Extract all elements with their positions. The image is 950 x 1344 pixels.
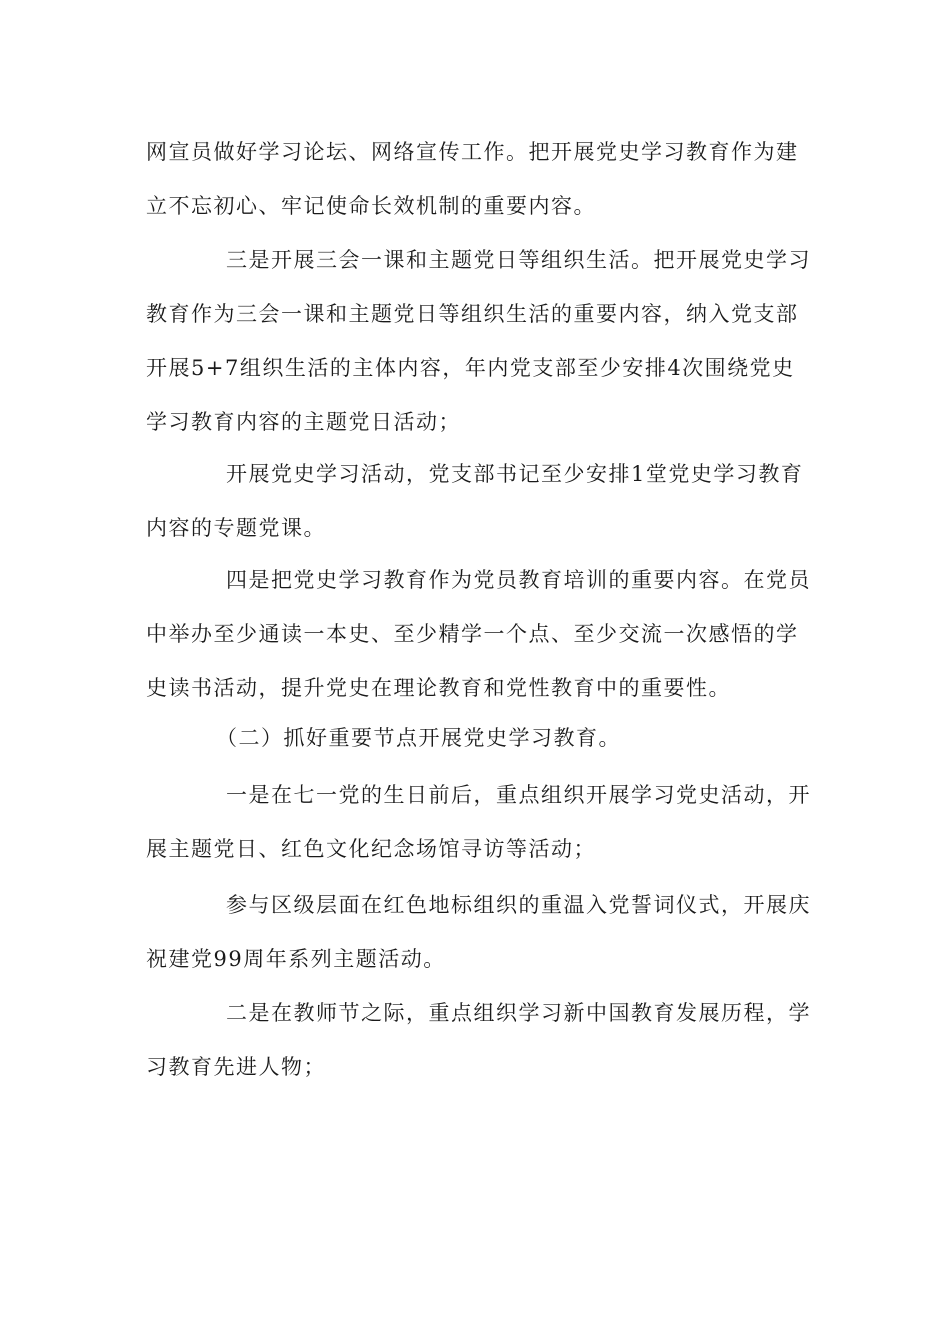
- paragraph-line: 开展5+7组织生活的主体内容，年内党支部至少安排4次围绕党史: [146, 356, 795, 380]
- paragraph-7: [146, 878, 811, 986]
- paragraph-line: 学习教育内容的主题党日活动；: [146, 410, 461, 434]
- paragraph-line: 立不忘初心、牢记使命长效机制的重要内容。: [146, 194, 596, 218]
- paragraph-line: 参与区级层面在红色地标组织的重温入党誓词仪式，开展庆: [226, 893, 811, 917]
- paragraph-6: [146, 768, 811, 876]
- paragraph-4: [146, 553, 811, 715]
- paragraph-line: 三是开展三会一课和主题党日等组织生活。把开展党史学习: [226, 248, 811, 272]
- paragraph-line: 内容的专题党课。: [146, 516, 326, 540]
- paragraph-1: [146, 125, 806, 233]
- section-heading: [146, 711, 806, 765]
- paragraph-line: 二是在教师节之际，重点组织学习新中国教育发展历程，学: [226, 1001, 811, 1025]
- paragraph-line: 中举办至少通读一本史、至少精学一个点、至少交流一次感悟的学: [146, 622, 799, 646]
- paragraph-line: 教育作为三会一课和主题党日等组织生活的重要内容，纳入党支部: [146, 302, 799, 326]
- paragraph-line: 史读书活动，提升党史在理论教育和党性教育中的重要性。: [146, 676, 731, 700]
- paragraph-line: 开展党史学习活动，党支部书记至少安排1堂党史学习教育: [226, 462, 804, 486]
- paragraph-line: 祝建党99周年系列主题活动。: [146, 947, 446, 971]
- paragraph-line: 展主题党日、红色文化纪念场馆寻访等活动；: [146, 837, 596, 861]
- paragraph-line: 一是在七一党的生日前后，重点组织开展学习党史活动，开: [226, 783, 811, 807]
- paragraph-line: 四是把党史学习教育作为党员教育培训的重要内容。在党员: [226, 568, 811, 592]
- paragraph-line: 习教育先进人物；: [146, 1055, 326, 1079]
- paragraph-2: [146, 233, 811, 449]
- paragraph-8: [146, 986, 811, 1094]
- paragraph-line: （二）抓好重要节点开展党史学习教育。: [216, 726, 621, 750]
- paragraph-3: [146, 447, 806, 555]
- paragraph-line: 网宣员做好学习论坛、网络宣传工作。把开展党史学习教育作为建: [146, 140, 799, 164]
